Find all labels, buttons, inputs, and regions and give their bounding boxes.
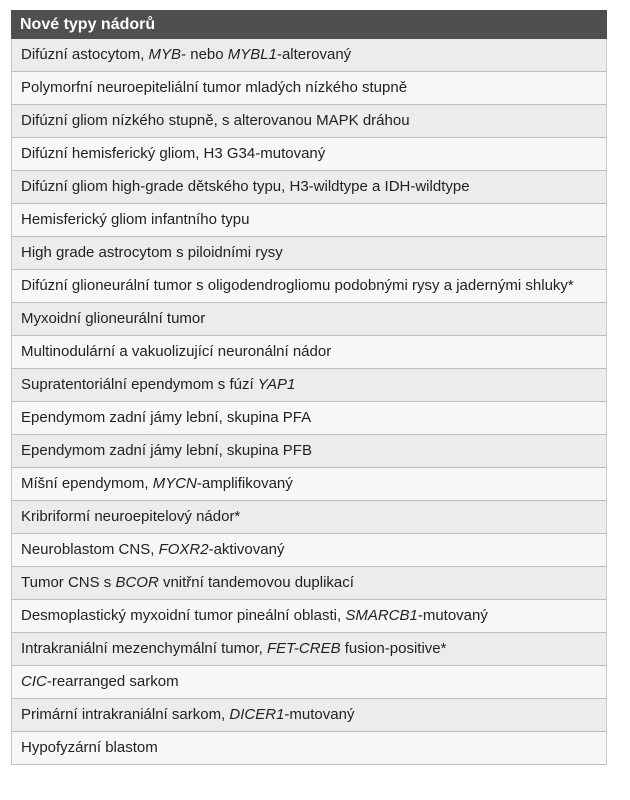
row-text: - nebo bbox=[181, 46, 228, 63]
table-row bbox=[12, 105, 606, 138]
table-row bbox=[12, 501, 606, 534]
row-text: Hypofyzární blastom bbox=[21, 739, 158, 756]
gene-name-italic: DICER1 bbox=[229, 706, 285, 723]
table-row bbox=[12, 435, 606, 468]
gene-name-italic: MYBL1 bbox=[227, 46, 277, 63]
tumor-types-table bbox=[11, 10, 607, 765]
gene-name-italic: SMARCB1 bbox=[345, 607, 418, 624]
row-text: -amplifikovaný bbox=[196, 475, 293, 492]
row-text: Primární intrakraniální sarkom, bbox=[21, 706, 230, 723]
row-text: Difúzní hemisferický gliom, H3 G34-mutovaný bbox=[21, 145, 326, 162]
table-row bbox=[12, 468, 606, 501]
row-text: Míšní ependymom, bbox=[21, 475, 153, 492]
gene-name-italic: FET-CREB bbox=[266, 640, 341, 657]
row-text: Tumor CNS s bbox=[21, 574, 116, 591]
gene-name-italic: MYB bbox=[148, 46, 182, 63]
row-text: -rearranged sarkom bbox=[46, 673, 179, 690]
row-text: fusion-positive* bbox=[340, 640, 447, 657]
table-header: Nové typy nádorů bbox=[11, 10, 607, 39]
table-row bbox=[12, 336, 606, 369]
table-row bbox=[12, 600, 606, 633]
row-text: Intrakraniální mezenchymální tumor, bbox=[21, 640, 267, 657]
row-text: Difúzní gliom high-grade dětského typu, H3-wildtype a IDH-wildtype bbox=[21, 178, 470, 195]
table-row bbox=[12, 171, 606, 204]
table-row bbox=[12, 39, 606, 72]
row-text: Ependymom zadní jámy lební, skupina PFB bbox=[21, 442, 312, 459]
row-text: Difúzní astocytom, bbox=[21, 46, 149, 63]
row-text: Desmoplastický myxoidní tumor pineální oblasti, bbox=[21, 607, 346, 624]
row-text: Multinodulární a vakuolizující neuronální nádor bbox=[21, 343, 332, 360]
row-text: Ependymom zadní jámy lební, skupina PFA bbox=[21, 409, 312, 426]
row-text: Polymorfní neuroepiteliální tumor mladých nízkého stupně bbox=[21, 79, 408, 96]
table-row bbox=[12, 732, 606, 765]
row-text: Hemisferický gliom infantního typu bbox=[21, 211, 250, 228]
table-row bbox=[12, 237, 606, 270]
table-row bbox=[12, 633, 606, 666]
row-text: High grade astrocytom s piloidními rysy bbox=[21, 244, 283, 261]
table-row bbox=[12, 204, 606, 237]
table-row bbox=[12, 303, 606, 336]
table-row bbox=[12, 567, 606, 600]
row-text: Difúzní glioneurální tumor s oligodendrogliomu podobnými rysy a jadernými shluky* bbox=[21, 277, 574, 294]
table-row bbox=[12, 534, 606, 567]
row-text: Difúzní gliom nízkého stupně, s alterovanou MAPK dráhou bbox=[21, 112, 410, 129]
row-text: Neuroblastom CNS, bbox=[21, 541, 159, 558]
table-row bbox=[12, 138, 606, 171]
row-text: -alterovaný bbox=[276, 46, 352, 63]
table-row bbox=[12, 402, 606, 435]
table-row bbox=[12, 666, 606, 699]
row-text: -aktivovaný bbox=[208, 541, 285, 558]
gene-name-italic: BCOR bbox=[115, 574, 159, 591]
table-row bbox=[12, 369, 606, 402]
row-text: Myxoidní glioneurální tumor bbox=[21, 310, 206, 327]
row-text: Kribriformí neuroepitelový nádor* bbox=[21, 508, 241, 525]
gene-name-italic: YAP1 bbox=[257, 376, 296, 393]
row-text: -mutovaný bbox=[284, 706, 355, 723]
gene-name-italic: FOXR2 bbox=[158, 541, 209, 558]
row-text: vnitřní tandemovou duplikací bbox=[158, 574, 354, 591]
table-row bbox=[12, 72, 606, 105]
table-body bbox=[11, 39, 607, 765]
table-row bbox=[12, 699, 606, 732]
gene-name-italic: MYCN bbox=[152, 475, 197, 492]
gene-name-italic: CIC bbox=[21, 673, 47, 690]
table-row bbox=[12, 270, 606, 303]
row-text: Supratentoriální ependymom s fúzí bbox=[21, 376, 258, 393]
row-text: -mutovaný bbox=[417, 607, 488, 624]
